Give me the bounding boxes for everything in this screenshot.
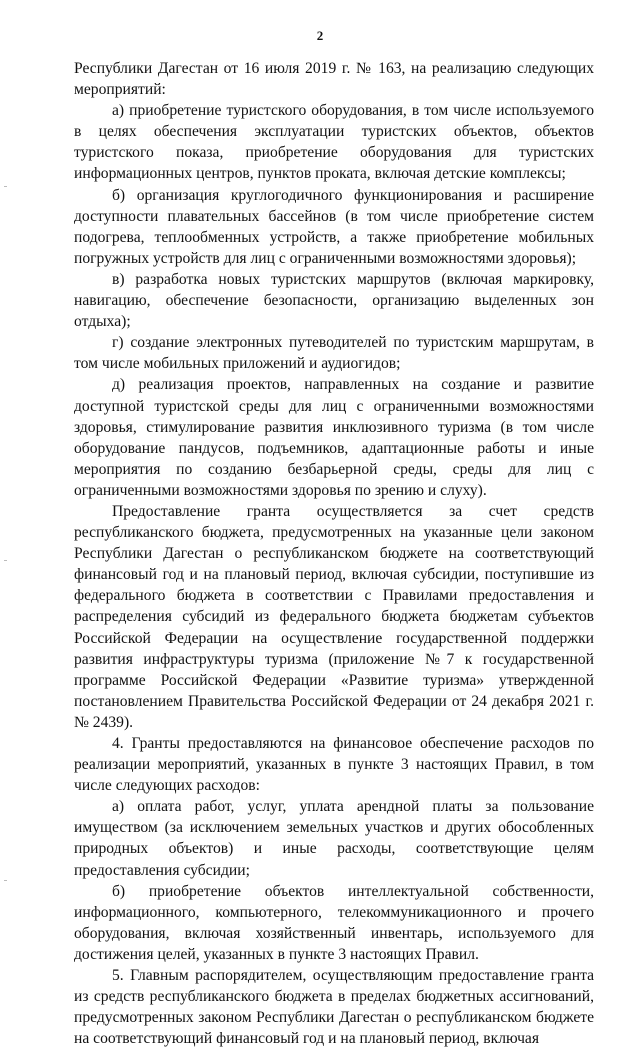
paragraph-continuation: Республики Дагестан от 16 июля 2019 г. № 163, на реализацию следующих мероприятий: [74, 60, 594, 99]
paragraph-item-v: в) разработка новых туристских маршрутов (включая маркировку, навигацию, обеспечение безопасности, организацию выделенных зон отдыха); [74, 270, 594, 331]
paragraph-grant-funding: Предоставление гранта осуществляется за счет средств республиканского бюджета, предусмотренных на указанные цели законом Республики Дагестан о республиканском бюджете на соответствующий финансовый год и на плановый период, включая субсидии, поступившие из федерального бюджета в соответствии с Правилами предоставления и распределения субсидий из федерального бюджета бюджетам субъектов Российской Федерации на осуществление государственной поддержки развития инфраструктуры туризма (приложение №7 к государственной программе Российской Федерации «Развитие туризма» утвержденной постановлением Правительства Российской Федерации от 24 декабря 2021 г. № 2439). [74, 502, 594, 731]
paragraph-item-g: г) создание электронных путеводителей по туристским маршрутам, в том числе мобильных приложений и аудиогидов; [74, 334, 594, 373]
paragraph-item-b: б) организация круглогодичного функционирования и расширение доступности плавательных бассейнов (в том числе приобретение систем подогрева, теплообменных устройств, а также приобретение мобильных погружных устройств для лиц с ограниченными возможностями здоровья); [74, 186, 594, 267]
document-body [74, 58, 594, 1049]
scan-margin-mark [4, 880, 7, 881]
scan-margin-mark [4, 186, 7, 187]
paragraph-item-d: д) реализация проектов, направленных на создание и развитие доступной туристской среды для лиц с ограниченными возможностями здоровья, стимулирование развития инклюзивного туризма (в том числе оборудование пандусов, подъемников, адаптационные работы и иные мероприятия по созданию безбарьерной среды, среды для лиц с ограниченными возможностями здоровья по зрению и слуху). [74, 376, 594, 499]
paragraph-clause-4: 4. Гранты предоставляются на финансовое обеспечение расходов по реализации мероприятий, указанных в пункте 3 настоящих Правил, в том числе следующих расходов: [74, 735, 594, 795]
scan-margin-mark [4, 560, 7, 561]
paragraph-clause-4-item-a: а) оплата работ, услуг, уплата арендной платы за пользование имуществом (за исключением земельных участков и других обособленных природных объектов) и иные расходы, соответствующие целям предоставления субсидии; [74, 798, 594, 879]
paragraph-item-a: а) приобретение туристского оборудования, в том числе используемого в целях обеспечения эксплуатации туристских объектов, объектов туристского показа, приобретение оборудования для туристских информационных центров, пунктов проката, включая детские комплексы; [74, 102, 594, 183]
paragraph-clause-5: 5. Главным распорядителем, осуществляющим предоставление гранта из средств республиканского бюджета в пределах бюджетных ассигнований, предусмотренных законом Республики Дагестан о республиканском бюджете на соответствующий финансовый год и на плановый период, включая [74, 967, 594, 1048]
page-number: 2 [316, 28, 324, 43]
paragraph-clause-4-item-b: б) приобретение объектов интеллектуальной собственности, информационного, компьютерного, телекоммуникационного и прочего оборудования, включая хозяйственный инвентарь, используемого для достижения целей, указанных в пункте 3 настоящих Правил. [74, 882, 594, 963]
